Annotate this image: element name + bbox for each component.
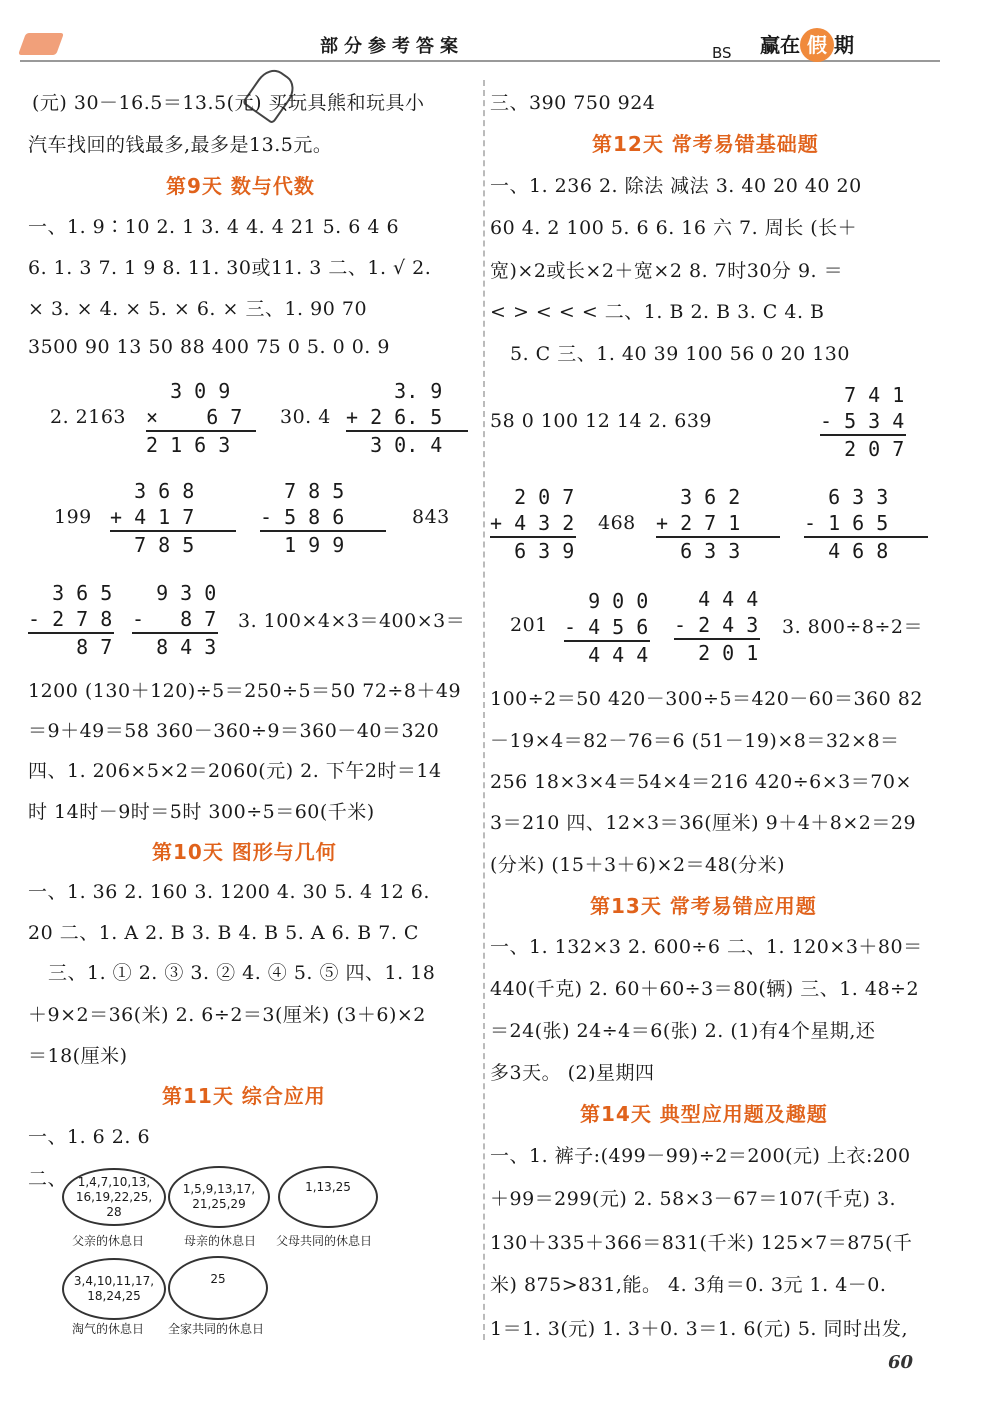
ellipse-caption: 父母共同的休息日	[276, 1234, 373, 1248]
text-line: 3500 90 13 50 88 400 75 0 5. 0 0. 9	[28, 336, 390, 358]
text-line: 60 4. 2 100 5. 6 6. 16 六 7. 周长 (长＋	[490, 217, 858, 239]
vertical-calc: 3 0 9 × 6 7 2 1 6 3	[146, 378, 256, 458]
text-line: 468	[598, 512, 636, 534]
text-line: 58 0 100 12 14 2. 639	[490, 410, 713, 432]
text-line: 一、1. 132×3 2. 600÷6 二、1. 120×3＋80＝	[490, 936, 923, 958]
text-line: 3. 800÷8÷2＝	[782, 616, 923, 638]
brand-mid: 假	[800, 28, 834, 62]
text-line: 时 14时－9时＝5时 300÷5＝60(千米)	[28, 801, 375, 823]
section-title: 第10天 图形与几何	[152, 840, 337, 864]
venn-ellipse: 25	[168, 1256, 268, 1320]
text-line: 四、1. 206×5×2＝2060(元) 2. 下午2时＝14	[28, 760, 442, 782]
vertical-calc: 3 6 5 - 2 7 8 8 7	[28, 581, 113, 659]
vertical-calc: 3 6 8 + 4 1 7 7 8 5	[110, 478, 236, 558]
vertical-calc: 2 0 7 + 4 3 2 6 3 9	[490, 485, 575, 563]
text-line: ＝18(厘米)	[28, 1045, 128, 1067]
text-line: ＋9×2＝36(米) 2. 6÷2＝3(厘米) (3＋6)×2	[28, 1004, 426, 1026]
text-line: 201	[510, 614, 548, 636]
text-line: 一、1. 6 2. 6	[28, 1126, 151, 1148]
page-header	[0, 0, 1000, 75]
text-line: 米) 875>831,能。 4. 3角＝0. 3元 1. 4－0.	[490, 1274, 887, 1296]
text-line: 多3天。 (2)星期四	[490, 1062, 655, 1084]
text-line: 1200 (130＋120)÷5＝250÷5＝50 72÷8＋49	[28, 680, 462, 702]
text-line: 6. 1. 3 7. 1 9 8. 11. 30或11. 3 二、1. √ 2.	[28, 257, 432, 279]
text-line: (元) 30－16.5＝13.5(元) 买玩具熊和玩具小	[32, 92, 425, 114]
brand-logo	[760, 28, 854, 62]
vertical-calc: 3. 9 + 2 6. 5 3 0. 4	[346, 378, 468, 458]
page-number: 60	[888, 1352, 914, 1373]
vertical-calc: 7 8 5 - 5 8 6 1 9 9	[260, 478, 386, 558]
text-line: 843	[412, 506, 450, 528]
text-line: 一、1. 36 2. 160 3. 1200 4. 30 5. 4 12 6.	[28, 881, 430, 903]
header-decoration	[18, 33, 64, 55]
venn-ellipse: 1,5,9,13,17, 21,25,29	[168, 1166, 270, 1228]
text-line: 一、1. 裤子:(499－99)÷2＝200(元) 上衣:200	[490, 1145, 911, 1167]
section-title: 第9天 数与代数	[166, 174, 315, 198]
text-line: 三、1. ① 2. ③ 3. ② 4. ④ 5. ⑤ 四、1. 18	[48, 962, 436, 984]
text-line: 2. 2163	[50, 406, 127, 428]
text-line: 三、390 750 924	[490, 92, 656, 114]
vertical-calc: 9 3 0 - 8 7 8 4 3	[132, 581, 217, 659]
text-line: 130＋335＋366＝831(千米) 125×7＝875(千	[490, 1232, 913, 1254]
text-line: (分米) (15＋3＋6)×2＝48(分米)	[490, 854, 786, 876]
text-line: ＋99＝299(元) 2. 58×3－67＝107(千克) 3.	[490, 1188, 897, 1210]
text-line: －19×4＝82－76＝6 (51－19)×8＝32×8＝	[490, 730, 900, 752]
header-title: 部分参考答案	[320, 36, 464, 57]
text-line: 一、1. 9∶10 2. 1 3. 4 4. 4 21 5. 6 4 6	[28, 216, 400, 238]
section-title: 第13天 常考易错应用题	[590, 894, 817, 918]
ellipse-caption: 父亲的休息日	[72, 1234, 145, 1248]
venn-ellipse: 3,4,10,11,17, 18,24,25	[62, 1258, 166, 1320]
section-title: 第11天 综合应用	[162, 1084, 326, 1108]
venn-ellipse: 1,13,25	[278, 1166, 378, 1228]
venn-ellipse: 1,4,7,10,13, 16,19,22,25, 28	[62, 1168, 166, 1226]
text-line: 30. 4	[280, 406, 331, 428]
text-line: 3. 100×4×3＝400×3＝	[238, 610, 466, 632]
ellipse-caption: 全家共同的休息日	[168, 1322, 265, 1336]
text-line: 256 18×3×4＝54×4＝216 420÷6×3＝70×	[490, 771, 912, 793]
vertical-calc: 7 4 1 - 5 3 4 2 0 7	[820, 383, 905, 461]
vertical-calc: 6 3 3 - 1 6 5 4 6 8	[804, 484, 928, 564]
text-line: ＝9＋49＝58 360－360÷9＝360－40＝320	[28, 720, 440, 742]
ellipse-caption: 母亲的休息日	[184, 1234, 257, 1248]
text-line: 二、	[28, 1168, 68, 1190]
section-title: 第14天 典型应用题及趣题	[580, 1102, 828, 1126]
column-divider	[483, 80, 485, 1340]
text-line: 100÷2＝50 420－300÷5＝420－60＝360 82	[490, 688, 923, 710]
brand-right: 期	[834, 33, 854, 57]
text-line: < > < < < 二、1. B 2. B 3. C 4. B	[490, 301, 825, 323]
text-line: 3＝210 四、12×3＝36(厘米) 9＋4＋8×2＝29	[490, 812, 917, 834]
text-line: 440(千克) 2. 60＋60÷3＝80(辆) 三、1. 48÷2	[490, 978, 920, 1000]
ellipse-caption: 淘气的休息日	[72, 1322, 145, 1336]
text-line: 一、1. 236 2. 除法 减法 3. 40 20 40 20	[490, 175, 862, 197]
edition-label: BS	[712, 44, 732, 62]
vertical-calc: 9 0 0 - 4 5 6 4 4 4	[564, 589, 649, 667]
vertical-calc: 3 6 2 + 2 7 1 6 3 3	[656, 484, 780, 564]
text-line: 宽)×2或长×2＋宽×2 8. 7时30分 9. ＝	[490, 260, 844, 282]
text-line: × 3. × 4. × 5. × 6. × 三、1. 90 70	[28, 298, 368, 320]
text-line: ＝24(张) 24÷4＝6(张) 2. (1)有4个星期,还	[490, 1020, 876, 1042]
text-line: 1＝1. 3(元) 1. 3＋0. 3＝1. 6(元) 5. 同时出发,	[490, 1318, 909, 1340]
text-line: 199	[54, 506, 92, 528]
text-line: 20 二、1. A 2. B 3. B 4. B 5. A 6. B 7. C	[28, 922, 419, 944]
text-line: 汽车找回的钱最多,最多是13.5元。	[28, 134, 333, 156]
section-title: 第12天 常考易错基础题	[592, 132, 819, 156]
brand-left: 赢在	[760, 33, 800, 57]
text-line: 5. C 三、1. 40 39 100 56 0 20 130	[510, 343, 850, 365]
vertical-calc: 4 4 4 - 2 4 3 2 0 1	[674, 587, 759, 665]
